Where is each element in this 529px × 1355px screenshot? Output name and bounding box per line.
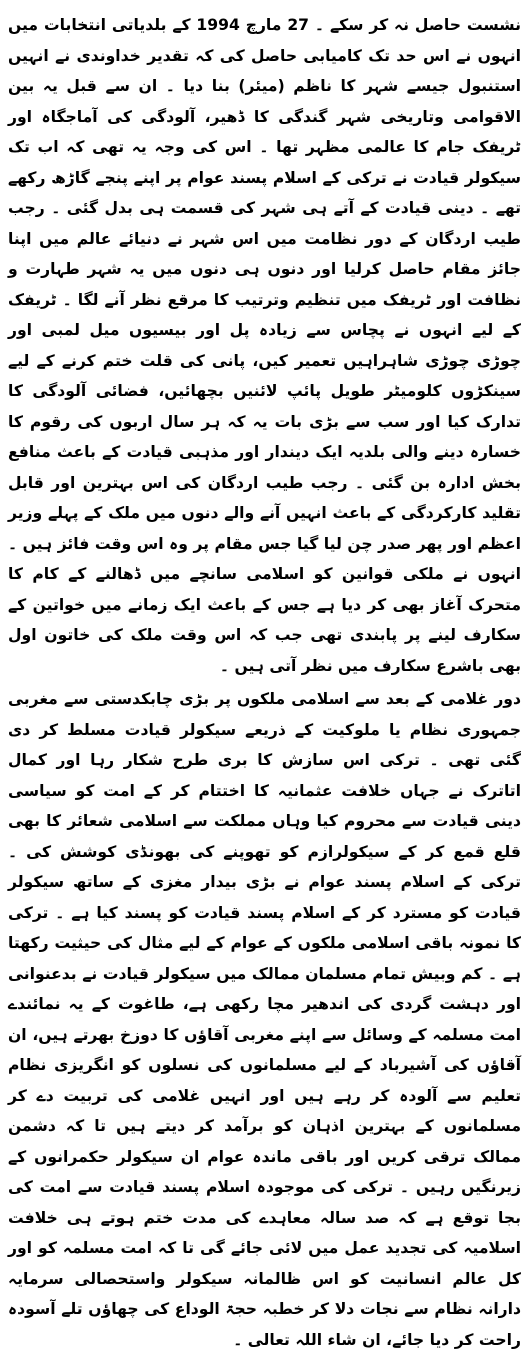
- paragraph-erdogan-istanbul: نشست حاصل نہ کر سکے ۔ 27 مارچ 1994 کے بلدیاتی انتخابات میں انہوں نے اس حد تک کامیابی حاصل کی کہ تقدیر خداوندی نے انہیں استنبول جیسے شہر کا ناظم (میئر) بنا دیا ۔ ان سے قبل یہ بین الاقوامی وتاریخی شہر گندگی کا ڈھیر، آلودگی کی آماجگاہ اور ٹریفک جام کا عالمی مظہر تھا ۔ اس کی وجہ یہ تھی کہ اب تک سیکولر قیادت نے ترکی کے اسلام پسند عوام پر اپنے پنجے گاڑھ رکھے تھے ۔ دینی قیادت کے آتے ہی شہر کی قسمت ہی بدل گئی ۔ رجب طیب اردگان کے دور نظامت میں اس شہر نے دنیائے عالم میں اپنا جائز مقام حاصل کرلیا اور دنوں ہی دنوں میں یہ شہر طہارت و نظافت اور ٹریفک میں تنظیم وترتیب کا مرقع نظر آنے لگا ۔ ٹریفک کے لیے انہوں نے پچاس سے زیادہ پل اور بیسیوں میل لمبی اور چوڑی چوڑی شاہراہیں تعمیر کیں، پانی کی قلت ختم کرنے کے لیے سینکڑوں کلومیٹر طویل پائپ لائنیں بچھائیں، فضائی آلودگی کا تدارک کیا اور سب سے بڑی بات یہ کہ ہر سال اربوں کی رقوم کا خسارہ دینے والی بلدیہ ایک دیندار اور مذہبی قیادت کے باعث منافع بخش ادارہ بن گئی ۔ رجب طیب اردگان کی اس بہترین اور قابل تقلید کارکردگی کے باعث انہیں آنے والے دنوں میں ملک کے پہلے وزیر اعظم اور پھر صدر چن لیا گیا جس مقام پر وہ اس وقت فائز ہیں ۔ انہوں نے ملکی قوانین کو اسلامی سانچے میں ڈھالنے کے کام کا متحرک آغاز بھی کر دیا ہے جس کے باعث ایک زمانے میں خواتین کے سکارف لینے پر پابندی تھی جب کہ اس وقت ملک کی خاتون اول بھی باشرع سکارف میں نظر آتی ہیں ۔: [8, 16, 521, 675]
- paragraph-secular-leadership: دور غلامی کے بعد سے اسلامی ملکوں پر بڑی چابکدستی سے مغربی جمہوری نظام یا ملوکیت کے ذریعے سیکولر قیادت مسلط کر دی گئی تھی ۔ ترکی اس سازش کا بری طرح شکار رہا اور کمال اتاترک نے جہاں خلافت عثمانیہ کا اختتام کر کے امت کو سیاسی دینی قیادت سے محروم کیا وہاں مملکت سے اسلامی شعائر کا بھی قلع قمع کر کے سیکولرازم کو تھوپنے کی بھونڈی کوشش کی ۔ ترکی کے اسلام پسند عوام نے بڑی بیدار مغزی کے ساتھ سیکولر قیادت کو مسترد کر کے اسلام پسند قیادت کو پسند کیا ہے ۔ ترکی کا نمونہ باقی اسلامی ملکوں کے عوام کے لیے مثال کی حیثیت رکھتا ہے ۔ کم وبیش تمام مسلمان ممالک میں سیکولر قیادت نے بدعنوانی اور دہشت گردی کی اندھیر مچا رکھی ہے، طاغوت کے یہ نمائندے امت مسلمہ کے وسائل سے اپنے مغربی آقاؤں کا دوزخ بھرتے ہیں، ان آقاؤں کی آشیرباد کے لیے مسلمانوں کی نسلوں کو انگریزی نظام تعلیم سے آلودہ کر رہے ہیں اور انہیں غلامی کی تربیت دے کر مسلمانوں کے بہترین اذہان کو برآمد کر دیتے ہیں تا کہ دشمن ممالک ترقی کریں اور باقی ماندہ عوام ان سیکولر حکمرانوں کے زیرنگیں رہیں ۔ ترکی کی موجودہ اسلام پسند قیادت سے امت کی بجا توقع ہے کہ صد سالہ معاہدے کی مدت ختم ہوتے ہی خلافت اسلامیہ کی تجدید عمل میں لائی جائے گی تا کہ امت مسلمہ کو اور کل عالم انسانیت کو اس ظالمانہ سیکولر واستحصالی سرمایہ دارانہ نظام سے نجات دلا کر خطبہ حجۃ الوداع کی چھاؤں تلے آسودہ راحت کر دیا جائے، ان شاء اللہ تعالی ۔: [8, 690, 521, 1349]
